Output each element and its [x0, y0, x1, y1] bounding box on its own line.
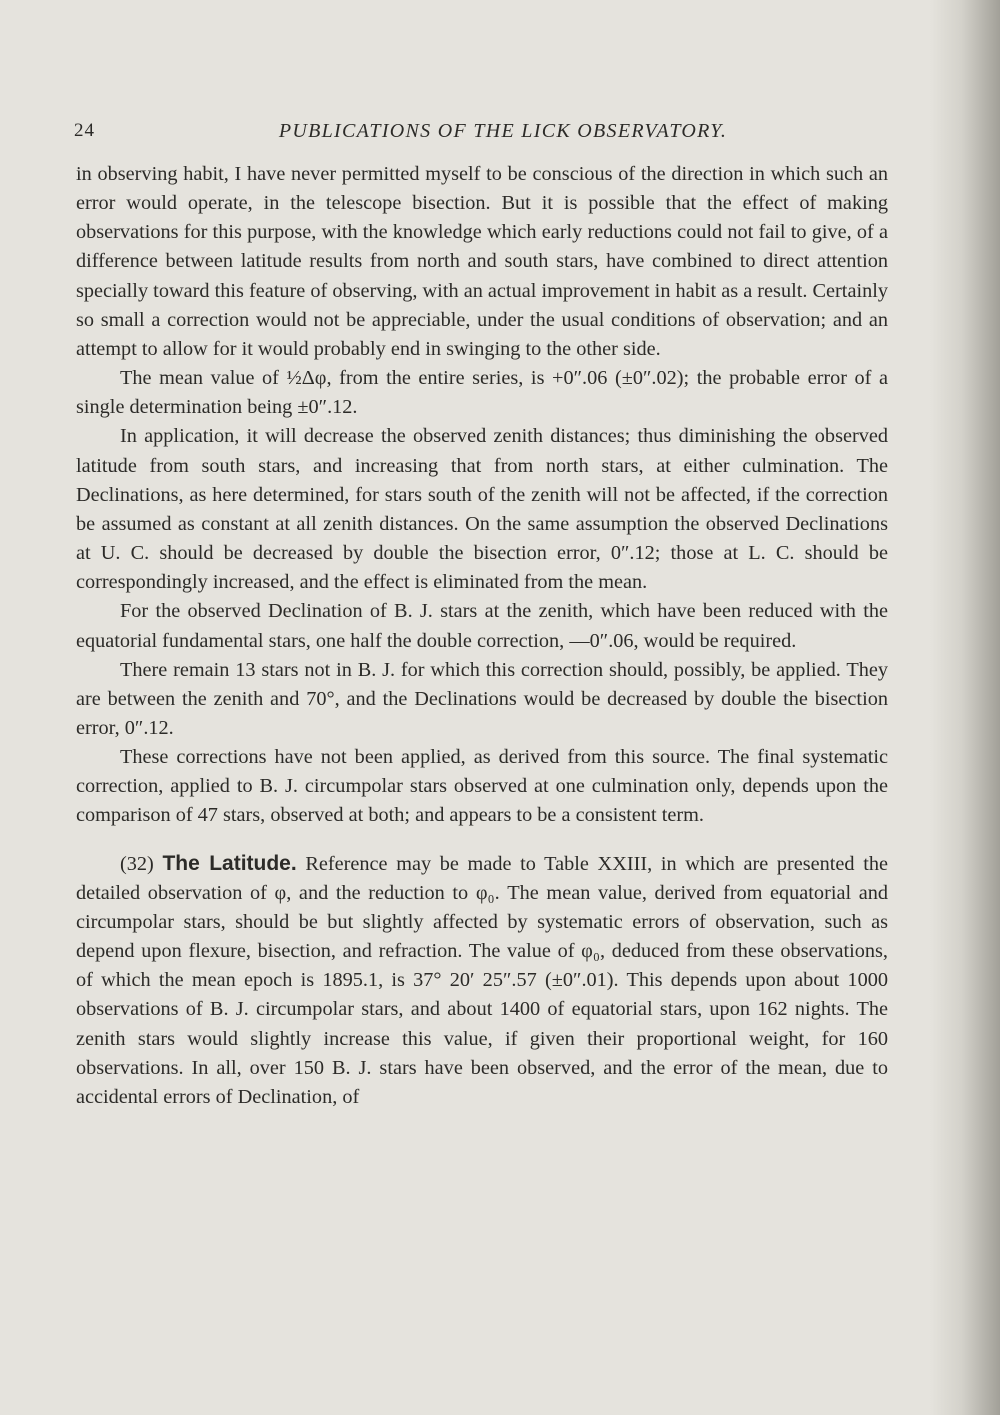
page-edge-shadow [930, 0, 1000, 1415]
paragraph-mean-value: The mean value of ½Δφ, from the entire series, is +0″.06 (±0″.02); the probable error of a single determination being ±0″.12. [76, 367, 888, 419]
paragraph-bj-stars: For the observed Declination of B. J. stars at the zenith, which have been reduced with the equatorial fundamental stars, one half the double correction, —0″.06, would be required. [76, 600, 888, 652]
paragraph-application: In application, it will decrease the observed zenith distances; thus diminishing the observed latitude from south stars, and increasing that from north stars, at either culmination. The Declinations, as here determined, for stars south of the zenith will not be affected, if the correction be assumed as constant at all zenith distances. On the same assumption the observed Declinations at U. C. should be decreased by double the bisection error, 0″.12; those at L. C. should be correspondingly increased, and the effect is eliminated from the mean. [76, 425, 888, 594]
page-number: 24 [74, 120, 95, 141]
body-text [76, 160, 888, 1112]
running-head [74, 120, 892, 148]
section-number: (32) [120, 852, 154, 875]
section-heading: The Latitude. [162, 851, 297, 875]
journal-title: PUBLICATIONS OF THE LICK OBSERVATORY. [278, 120, 728, 142]
paragraph-remaining-stars: There remain 13 stars not in B. J. for which this correction should, possibly, be applied. They are between the zenith and 70°, and the Declinations would be decreased by double the bisection error, 0″.12. [76, 658, 888, 739]
section-text: Reference may be made to Table XXIII, in which are presented the detailed observation of φ, and the reduction to φ₀. The mean value, derived from equatorial and circumpolar stars, should be but slightly affected by systematic errors of observation, such as depend upon flexure, bisection, and refraction. The value of φ₀, deduced from these observations, of which the mean epoch is 1895.1, is 37° 20′ 25″.57 (±0″.01). This depends upon about 1000 observations of B. J. circumpolar stars, and about 1400 of equatorial stars, upon 162 nights. The zenith stars would slightly increase this value, if given their proportional weight, for 160 observations. In all, over 150 B. J. stars have been observed, and the error of the mean, due to accidental errors of Declination, of [76, 852, 888, 1108]
section-latitude [76, 849, 888, 1112]
paragraph-continuation: in observing habit, I have never permitted myself to be conscious of the direction in which such an error would operate, in the telescope bisection. But it is possible that the effect of making observations for this purpose, with the knowledge which early reductions could not fail to give, of a difference between latitude results from north and south stars, have combined to direct attention specially toward this feature of observing, with an actual improvement in habit as a result. Certainly so small a correction would not be appreciable, under the usual conditions of observation; and an attempt to allow for it would probably end in swinging to the other side. [76, 163, 888, 360]
paragraph-corrections: These corrections have not been applied, as derived from this source. The final systematic correction, applied to B. J. circumpolar stars observed at one culmination only, depends upon the comparison of 47 stars, observed at both; and appears to be a consistent term. [76, 746, 888, 827]
